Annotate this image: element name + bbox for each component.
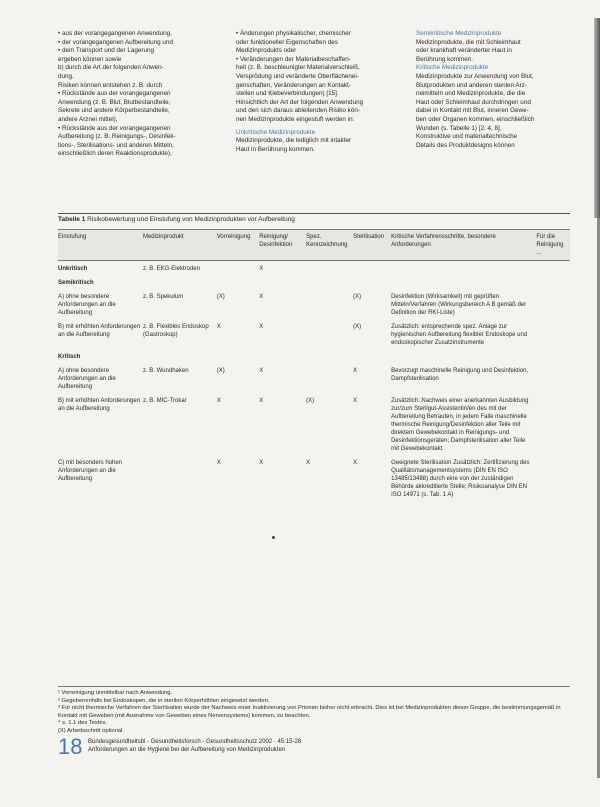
table-cell: X: [306, 459, 311, 466]
text-line: • aus der vorangegangenen Anwendung,: [58, 30, 172, 37]
page-edge-shadow: [594, 18, 600, 218]
table-cell: [536, 363, 570, 393]
table-cell: A) ohne besondere Anforderungen an die Aufbereitung: [58, 367, 116, 390]
table-cell: Desinfektion (Wirksamkeit) mit geprüften Mitteln/Verfahren (Wirkungsbereich A B gemäß der Definition der RKI-Liste): [391, 293, 527, 316]
footnote: (X) Arbeitsschritt optional.: [58, 727, 125, 734]
table-row: [58, 289, 570, 319]
text-line: Haut in Berührung kommen.: [236, 145, 315, 153]
text-line: Blutprodukten und anderen sterilen Arz-: [416, 81, 527, 89]
page-footer: [58, 735, 570, 765]
page-number: 18: [58, 734, 83, 759]
table-cell: z. B. Spekulum: [142, 293, 184, 300]
table-row: [58, 260, 570, 275]
text-line: ergeben können sowie: [58, 55, 122, 63]
journal-citation: [88, 739, 301, 754]
text-line: Berührung kommen.: [416, 55, 474, 63]
journal-line: Bundesgesundheitsbl - Gesundheitsforsch - Gesundheitsschutz 2002 · 45:15-28: [88, 739, 302, 745]
table-cell: [536, 319, 570, 349]
section-heading-semikritisch: Semikritische Medizinprodukte: [416, 30, 502, 37]
text-line: Versprödung und veränderte Oberflächenei-: [236, 72, 359, 80]
document-page: [58, 30, 570, 800]
column-2: [236, 30, 396, 154]
table-cell: X: [259, 367, 264, 374]
text-line: dabei in Kontakt mit Blut, inneren Gewe-: [416, 107, 529, 115]
header-cell: Spez. Kennzeichnung: [306, 229, 353, 260]
header-cell: Einstufung: [58, 229, 143, 260]
table-cell: [536, 393, 570, 455]
table-group-row: [58, 275, 570, 289]
text-line: Details des Produktdesigns können: [416, 141, 515, 149]
header-cell: Medizinprodukt: [143, 229, 217, 260]
section-heading-kritisch: Kritische Medizinprodukte: [416, 64, 489, 72]
table-title-label: Tabelle 1: [58, 216, 86, 223]
table-cell: (X): [216, 367, 225, 374]
table-cell: X: [259, 265, 264, 272]
text-columns: [58, 30, 570, 210]
header-cell: Sterilisation: [353, 229, 391, 260]
table-cell: X: [259, 459, 264, 466]
header-cell: Für die Reinigung ...: [536, 229, 570, 260]
text-line: b) durch die Art der folgenden Anwen-: [58, 64, 164, 72]
table-row: [58, 455, 570, 501]
text-line: • Rückstände aus der vorangegangenen: [58, 124, 171, 132]
table-cell: X: [353, 367, 358, 374]
table-cell: [217, 260, 259, 275]
table-cell: Unkritisch: [58, 265, 88, 272]
table-cell: C) mit besonders hohen Anforderungen an die Aufbereitung: [58, 459, 123, 482]
table-cell: Zusätzlich: entsprechende spez. Anlage zur hygienischen Aufbereitung flexibler Endoskope und endoskopischer Zusatzinstrumente: [391, 323, 528, 346]
text-line: einschließlich deren Reaktionsprodukte),: [58, 150, 172, 158]
column-2-text: [236, 30, 396, 125]
table-cell: z. B. Flexibles Endoskop (Gastroskop): [142, 323, 209, 338]
text-line: oder funktioneller Eigenschaften des: [236, 38, 338, 46]
group-label: Semikritisch: [58, 279, 94, 286]
text-line: • Änderungen physikalischer, chemischer: [236, 30, 351, 37]
table-cell: (X): [216, 293, 225, 300]
table-cell: Geeignete Sterilisation Zusätzlich: Zertifizierung des Qualitätsmanagementsystems (DIN EN ISO 13485/13488) durch eine von der zuständigen Behörde akkreditierte Stelle; Risikoanalyse DIN EN ISO 14971 (s. Tab. 1 A): [391, 459, 530, 498]
table-body: [58, 260, 570, 501]
table-cell: [536, 260, 570, 275]
footnotes: [58, 686, 570, 736]
table-cell: z. B. Wundhaken: [142, 367, 189, 374]
text-line: dung.: [58, 72, 74, 80]
text-line: Hinsichtlich der Art der folgenden Anwendung: [236, 98, 364, 106]
table-cell: B) mit erhöhten Anforderungen an die Aufbereitung: [58, 397, 141, 412]
text-line: • Rückstände aus der vorangegangenen: [58, 90, 171, 98]
article-title-line: Anforderungen an die Hygiene bei der Aufbereitung von Medizinprodukten: [88, 746, 286, 753]
table-title: [58, 216, 570, 225]
table-cell: [306, 289, 353, 319]
table-cell: z. B. EKG-Elektroden: [142, 265, 200, 272]
footnote: ¹ Vorreinigung unmittelbar nach Anwendung.: [58, 690, 173, 696]
table-group-row: [58, 349, 570, 363]
footnote: ² Gegebenenfalls bei Endoskopen, die in sterilen Körperhöhlen eingesetzt werden.: [58, 697, 270, 704]
table-cell: [306, 260, 353, 275]
text-line: Konstruktive und materialtechnische: [416, 133, 518, 141]
header-cell: Reinigung/ Desinfektion: [259, 229, 306, 260]
text-line: tions-, Sterilisations- und anderen Mitteln,: [58, 141, 174, 149]
table-cell: (X): [306, 397, 315, 404]
text-line: oder krankhaft veränderter Haut in: [416, 47, 512, 55]
table-cell: (X): [353, 323, 362, 330]
table-cell: X: [216, 323, 221, 330]
table-cell: [353, 260, 391, 275]
column-2-after-text: [236, 137, 396, 154]
column-3-text-2: [416, 73, 571, 150]
footnote: ³ Für nicht thermische Verfahren der Sterilisation wurde der Nachweis einer Inaktivierung von Prionen bisher nicht erbracht. Dies ist bei Medizinprodukten dieser Gruppe, die bestimmungsgemäß in Kontakt mit Geweben (mit Ausnahme von Geweben eines Nervensystems) kommen, zu beachten.: [58, 705, 561, 719]
table-cell: [536, 289, 570, 319]
footnote: ⁴ s. 1.1 des Textes.: [58, 720, 108, 727]
table-cell: X: [353, 459, 358, 466]
table-cell: [391, 260, 536, 275]
text-line: Medizinprodukte, die mit Schleimhaut: [416, 38, 521, 46]
header-cell: Kritische Verfahrensschritte, besondere Anforderungen: [391, 229, 536, 260]
table-cell: z. B. MIC-Trokar: [142, 397, 187, 404]
text-line: Haut oder Schleimhaut durchdringen und: [416, 98, 531, 106]
text-line: Sekrete und andere Körperbestandteile,: [58, 107, 170, 115]
table-cell: A) ohne besondere Anforderungen an die Aufbereitung: [58, 293, 116, 316]
text-line: stellen und Klebeverbindungen) [15].: [236, 90, 339, 98]
text-line: neimitteln und Medizinprodukte, die die: [416, 90, 526, 98]
text-line: Wunden (s. Tabelle 1) [2, 4, 8].: [416, 124, 502, 132]
text-line: • Veränderungen der Materialbeschaffen-: [236, 55, 351, 63]
text-line: nen Medizinprodukte eingestuft werden in:: [236, 115, 355, 123]
text-line: • dem Transport und der Lagerung: [58, 47, 155, 55]
table-cell: Zusätzlich: Nachweis einer anerkannten Ausbildung zur/zum Sterilgut-Assistentin/en des mit der Aufbereitung Betrauten, in jedem Falle maschinelle thermische Reinigung/Desinfektion aller Teile mit direktem Gewebekontakt in Reinigungs- und Desinfektionsgeräten; Dampfsterilisation aller Teile mit Gewebekontakt: [391, 397, 529, 452]
table-1: [58, 213, 570, 501]
table-cell: X: [259, 397, 264, 404]
table-cell: [306, 319, 353, 349]
text-line: und den sich daraus ableitenden Risiko kön-: [236, 107, 360, 115]
section-heading-unkritisch: Unkritische Medizinprodukte: [236, 128, 316, 136]
table-cell: X: [216, 397, 221, 404]
table-cell: [536, 455, 570, 501]
table-cell: X: [259, 323, 264, 330]
text-line: heit (z. B. beschleunigter Materialverschleiß,: [236, 64, 360, 72]
table-header-row: [58, 229, 570, 260]
text-line: Anwendung (z. B. Blut, Blutbestandteile,: [58, 98, 171, 106]
text-line: Aufbereitung (z. B. Reinigungs-, Desinfek-: [58, 133, 176, 141]
text-line: andere Arznei mittel),: [58, 115, 118, 123]
speck: [272, 536, 275, 539]
text-line: Medizinprodukte zur Anwendung von Blut,: [416, 72, 534, 80]
column-3: [416, 30, 571, 150]
text-line: Medizinprodukte, die lediglich mit intakter: [236, 137, 352, 145]
header-cell: Vorreinigung: [217, 229, 259, 260]
table-cell: X: [353, 397, 358, 404]
column-1: [58, 30, 218, 159]
table-cell: X: [259, 293, 264, 300]
table-cell: [306, 363, 353, 393]
table-cell: B) mit erhöhten Anforderungen an die Aufbereitung: [58, 323, 141, 338]
text-line: genschaften, Veränderungen an Kontakt-: [236, 81, 351, 89]
table-cell: X: [216, 459, 221, 466]
risk-table: [58, 229, 570, 501]
table-cell: Bevorzugt maschinelle Reinigung und Desinfektion, Dampfsterilisation: [391, 367, 529, 382]
table-row: [58, 393, 570, 455]
text-line: • der vorangegangenen Aufbereitung und: [58, 38, 173, 46]
group-label: Kritisch: [58, 353, 81, 360]
text-line: Risiken können entstehen z. B. durch: [58, 81, 163, 89]
text-line: Medizinprodukts oder: [236, 47, 297, 55]
table-row: [58, 363, 570, 393]
table-cell: [143, 455, 217, 501]
table-cell: (X): [353, 293, 362, 300]
column-3-text-1: [416, 39, 571, 65]
table-row: [58, 319, 570, 349]
table-title-text: Risikobewertung und Einstufung von Medizinprodukten vor Aufbereitung: [87, 216, 295, 223]
text-line: ben oder Organen kommen, einschließlich: [416, 115, 535, 123]
